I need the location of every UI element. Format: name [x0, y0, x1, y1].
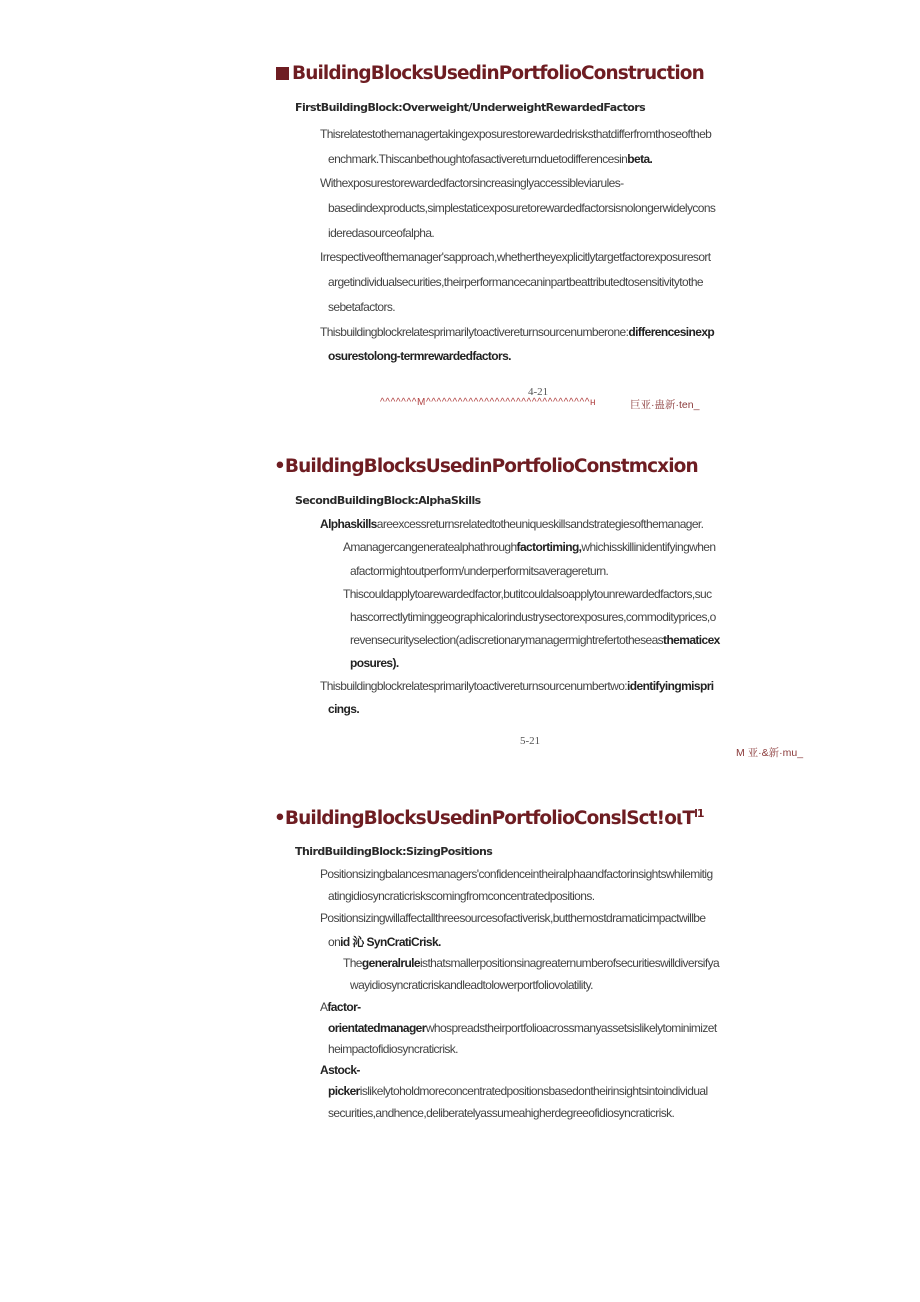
slide2-line-4: Thiscouldapplytoarewardedfactor,butitcouldalsoapplytounrewardedfactors,suc [343, 587, 712, 601]
slide2-line-1 [320, 517, 703, 531]
slide3-line-1: Positionsizingbalancesmanagers'confidenceintheiralphaandfactorinsightswhilemitig [320, 867, 713, 881]
slide3-line-4 [328, 933, 441, 950]
slide1-line-3: Withexposurestorewardedfactorsincreasinglyaccessibleviarules- [320, 176, 624, 190]
bold-run: posures). [350, 656, 399, 670]
bold-run: picker [328, 1084, 360, 1098]
bold-run: beta. [627, 152, 653, 166]
bold-run: orientatedmanager [328, 1021, 426, 1035]
slide1-line-8: sebetafactors. [328, 300, 395, 314]
slide3-line-3: Positionsizingwillaffectallthreesourcesofactiverisk,butthemostdramaticimpactwillbe [320, 911, 706, 925]
slide2-page-number: 5-21 [520, 735, 541, 747]
slide2-footer: M 亚·&新·mu_ [736, 747, 804, 759]
text-run: whospreadstheirportfolioacrossmanyassetsislikelytominimizet [425, 1021, 717, 1035]
bold-run: id 沁 SynCratiCrisk. [340, 935, 441, 949]
slide1-line-1: Thisrelatestothemanagertakingexposurestorewardedrisksthatdifferfromthoseofthеb [320, 127, 712, 141]
slide2-line-6 [350, 633, 720, 647]
bold-run: differencesinexp [628, 325, 715, 339]
square-bullet-icon [276, 67, 289, 80]
slide2-line-9 [328, 702, 359, 716]
slide3-line-11 [328, 1084, 708, 1098]
slide1-subtitle: FirstBuildingBlock:Overweight/UnderweightRewardedFactors [295, 101, 646, 114]
slide2-line-7 [350, 656, 399, 670]
bold-run: Alphaskills [320, 517, 377, 531]
text-run: revensecurityselection(adiscretionarymanagermightrefertotheseas [350, 633, 664, 647]
slide2-line-5: hascorrectlytiminggeographicalorindustrysectorexposures,commodityprices,o [350, 610, 716, 624]
bold-run: factor- [327, 1000, 361, 1014]
slide1-footer: 巨亚·蛊新·ten_ [630, 399, 700, 411]
text-run: Amanagercangeneratealphathrough [343, 540, 517, 554]
slide3-title-text: •BuildingBlocksUsedinPortfolioConslSct!oιT [274, 808, 695, 830]
slide1-title-text: BuildingBlocksUsedinPortfolioConstruction [292, 63, 704, 84]
text-run: A [320, 1000, 328, 1014]
slide3-line-9: heimpactofidiosyncraticrisk. [328, 1042, 458, 1056]
slide1-line-10 [328, 349, 511, 363]
slide1-line-5: ideredasourceofalpha. [328, 226, 435, 240]
text-run: on [328, 935, 341, 949]
slide3-line-12: securities,andhence,deliberatelyassumeahigherdegreeofidiosyncraticrisk. [328, 1106, 675, 1120]
bold-run: thematicex [663, 633, 720, 647]
slide1-line-9 [320, 325, 714, 339]
slide1-line-7: argetindividualsecurities,theirperformancecaninpartbeattributedtosensitivitytothe [328, 275, 703, 289]
text-run: whichisskillinidentifyingwhen [581, 540, 716, 554]
slide3-title-sup: l1 [694, 807, 704, 820]
text-run: enchmark.Thiscanbethoughtofasactivereturnduetodifferencesin [328, 152, 628, 166]
slide3-subtitle: ThirdBuildingBlock:SizingPositions [295, 845, 493, 858]
slide1-caret-row: ^^^^^^^M^^^^^^^^^^^^^^^^^^^^^^^^^^^^^^^н [380, 397, 597, 408]
text-run: islikelytoholdmoreconcentratedpositionsbasedontheirinsightsintoindividual [359, 1084, 708, 1098]
text-run: Thisbuildingblockrelatesprimarilytoactivereturnsourcenumbertwo: [320, 679, 628, 693]
text-run: Thisbuildingblockrelatesprimarilytoactivereturnsourcenumberone: [320, 325, 629, 339]
slide1-page-number: 4-21 [528, 386, 549, 398]
slide2-title: •BuildingBlocksUsedinPortfolioConstmcxion [274, 456, 698, 477]
slide2-line-3: afactormightoutperform/underperformitsaveragereturn. [350, 564, 609, 578]
slide3-line-8 [328, 1021, 717, 1035]
bold-run: factortiming, [516, 540, 582, 554]
slide3-line-2: atingidiosyncraticriskscomingfromconcentratedpositions. [328, 889, 595, 903]
bold-run: identifyingmispri [627, 679, 714, 693]
slide1-line-2 [328, 152, 652, 166]
slide1-line-4: basedindexproducts,simplestaticexposuretorewardedfactorsisnolongerwidelycons [328, 201, 716, 215]
bold-run: generalrule [361, 956, 420, 970]
slide2-line-2 [343, 540, 715, 554]
slide3-line-6: wayidiosyncraticriskandleadtolowerportfoliovolatility. [350, 978, 593, 992]
slide1-title [276, 63, 704, 84]
bold-run: osurestolong-termrewardedfactors. [328, 349, 511, 363]
bold-run: cings. [328, 702, 360, 716]
slide3-line-10 [320, 1063, 360, 1077]
text-run: The [343, 956, 362, 970]
slide3-line-7 [320, 1000, 361, 1014]
slide1-line-6: Irrespectiveofthemanager'sapproach,whethertheyexplicitlytargetfactorexposuresort [320, 250, 711, 264]
slide3-line-5 [343, 956, 719, 970]
text-run: areexcessreturnsrelatedtotheuniqueskillsandstrategiesofthemanager. [376, 517, 704, 531]
bold-run: Astock- [320, 1063, 360, 1077]
slide2-line-8 [320, 679, 714, 693]
text-run: isthatsmallerpositionsinagreaternumberofsecuritieswilldiversifya [419, 956, 720, 970]
slide3-title [274, 807, 704, 829]
slide2-subtitle: SecondBuildingBlock:AlphaSkills [295, 494, 481, 507]
